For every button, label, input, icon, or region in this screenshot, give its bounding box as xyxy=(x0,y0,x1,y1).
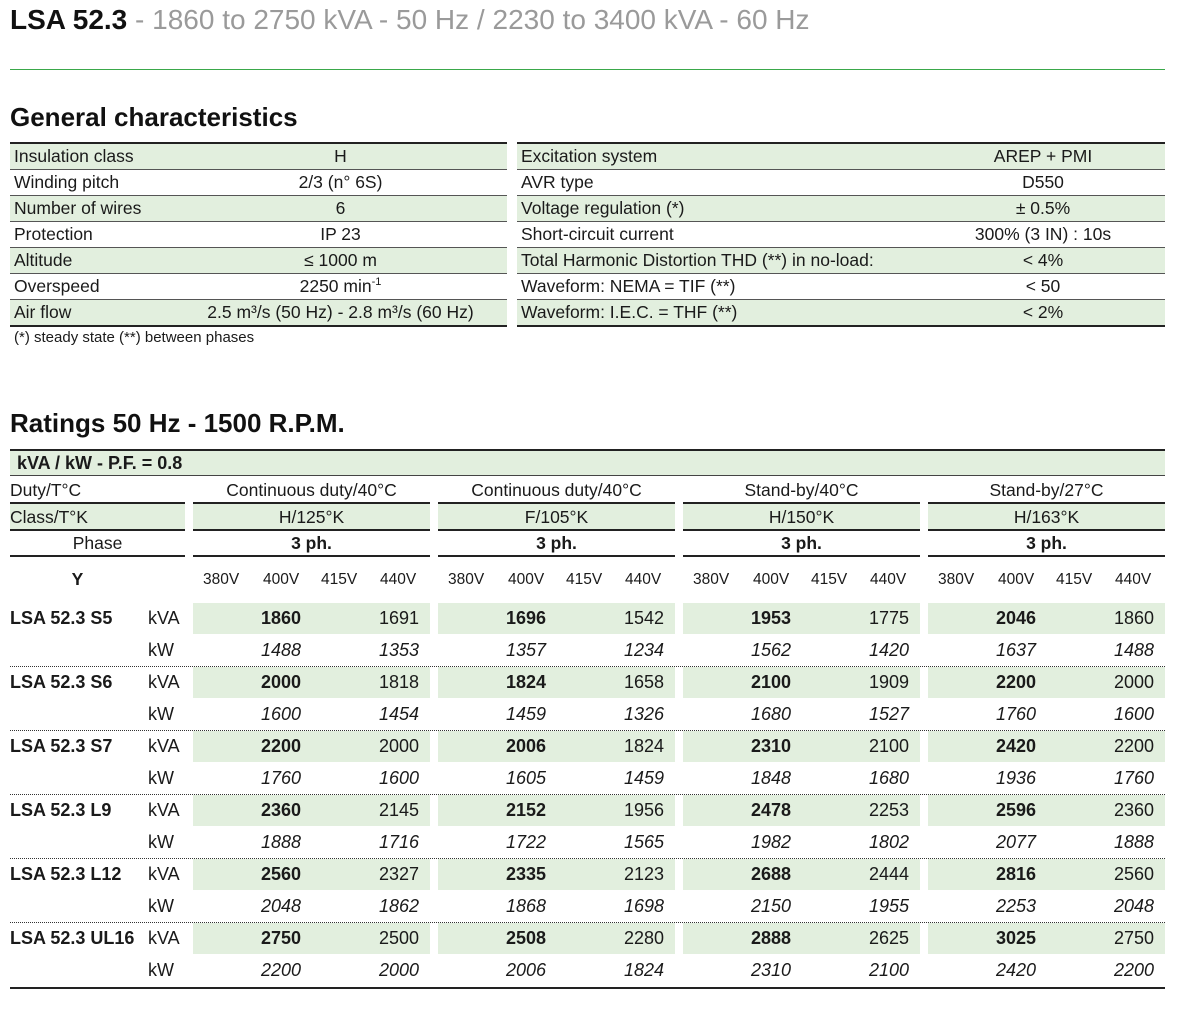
kva-value-400v: 1953 xyxy=(750,608,791,628)
kw-value-400v: 2150 xyxy=(750,896,791,916)
kw-value-440v: 1698 xyxy=(623,896,664,916)
kva-value-440v: 2444 xyxy=(868,864,909,884)
spec-row xyxy=(10,248,507,274)
spec-value: < 2% xyxy=(1022,302,1064,322)
spec-row xyxy=(517,196,1165,222)
kw-value-400v: 2048 xyxy=(260,896,301,916)
kw-value-400v: 1868 xyxy=(505,896,546,916)
kva-value-400v: 2046 xyxy=(995,608,1036,628)
spec-label: Number of wires xyxy=(14,198,142,218)
voltage-header: 415V xyxy=(1056,571,1093,588)
kva-value-400v: 2200 xyxy=(995,672,1036,692)
kw-value-400v: 1760 xyxy=(260,768,301,788)
model-name: LSA 52.3 xyxy=(10,4,128,35)
kva-value-400v: 2200 xyxy=(260,736,301,756)
kva-value-400v: 2100 xyxy=(750,672,791,692)
class-header: H/125°K xyxy=(193,504,430,531)
spec-label: Voltage regulation (*) xyxy=(521,198,685,218)
power-factor-band: kVA / kW - P.F. = 0.8 xyxy=(10,449,1165,476)
general-left-table xyxy=(10,142,507,327)
kw-value-400v: 2420 xyxy=(995,960,1036,980)
voltage-header: 400V xyxy=(263,571,300,588)
kw-value-440v: 1527 xyxy=(868,704,909,724)
model-row-name: LSA 52.3 S5 xyxy=(10,608,113,628)
kw-value-400v: 2310 xyxy=(750,960,791,980)
kva-value-440v: 1542 xyxy=(623,608,664,628)
kva-value-400v: 2816 xyxy=(995,864,1036,884)
kva-value-440v: 2560 xyxy=(1113,864,1154,884)
voltage-header: 400V xyxy=(998,571,1035,588)
phase-header: 3 ph. xyxy=(193,530,430,557)
connection-label: Y xyxy=(71,569,84,589)
duty-header: Stand-by/40°C xyxy=(683,477,920,504)
spec-value-exponent: -1 xyxy=(371,276,382,289)
spec-value: D550 xyxy=(1022,172,1064,192)
kw-value-440v: 1459 xyxy=(623,768,664,788)
spec-value: 6 xyxy=(335,198,346,218)
kva-value-440v: 1775 xyxy=(868,608,909,628)
kva-unit-label: kVA xyxy=(148,608,180,628)
voltage-header: 400V xyxy=(508,571,545,588)
spec-label: Waveform: NEMA = TIF (**) xyxy=(521,276,736,296)
kva-value-440v: 2280 xyxy=(623,928,664,948)
duty-header: Stand-by/27°C xyxy=(928,477,1165,504)
kw-value-400v: 1605 xyxy=(505,768,546,788)
kw-value-440v: 2000 xyxy=(378,960,419,980)
duty-header: Continuous duty/40°C xyxy=(438,477,675,504)
model-row-name: LSA 52.3 L9 xyxy=(10,800,112,820)
class-header: H/163°K xyxy=(928,504,1165,531)
duty-row-label: Duty/T°C xyxy=(10,477,185,504)
voltage-header: 380V xyxy=(203,571,240,588)
power-range: - 1860 to 2750 kVA - 50 Hz / 2230 to 3400 kVA - 60 Hz xyxy=(127,4,810,35)
spec-row xyxy=(517,222,1165,248)
kva-value-440v: 2750 xyxy=(1113,928,1154,948)
kva-value-400v: 2335 xyxy=(505,864,546,884)
kw-value-440v: 1234 xyxy=(623,640,664,660)
kw-value-440v: 1600 xyxy=(378,768,419,788)
kw-unit-label: kW xyxy=(148,832,174,852)
kva-value-440v: 1956 xyxy=(623,800,664,820)
kva-unit-label: kVA xyxy=(148,928,180,948)
kw-unit-label: kW xyxy=(148,704,174,724)
spec-row xyxy=(10,196,507,222)
general-heading: General characteristics xyxy=(10,102,298,132)
spec-label: Waveform: I.E.C. = THF (**) xyxy=(521,302,738,322)
kva-value-440v: 1691 xyxy=(378,608,419,628)
class-header: F/105°K xyxy=(438,504,675,531)
kw-value-440v: 2048 xyxy=(1113,896,1154,916)
kw-value-440v: 1888 xyxy=(1113,832,1154,852)
kw-value-440v: 1824 xyxy=(623,960,664,980)
spec-value: < 4% xyxy=(1022,250,1064,270)
footnote: (*) steady state (**) between phases xyxy=(14,329,255,346)
kw-unit-label: kW xyxy=(148,960,174,980)
kva-value-400v: 2478 xyxy=(750,800,791,820)
kva-value-400v: 3025 xyxy=(995,928,1036,948)
kva-value-440v: 2000 xyxy=(1113,672,1154,692)
kva-value-400v: 2000 xyxy=(260,672,301,692)
spec-label: Altitude xyxy=(14,250,73,270)
kva-value-400v: 1824 xyxy=(505,672,546,692)
kva-value-440v: 1658 xyxy=(623,672,664,692)
kw-value-400v: 1562 xyxy=(750,640,791,660)
kw-unit-label: kW xyxy=(148,768,174,788)
kva-value-400v: 2750 xyxy=(260,928,301,948)
spec-row xyxy=(10,144,507,170)
kw-value-440v: 1565 xyxy=(623,832,664,852)
kw-unit-label: kW xyxy=(148,896,174,916)
model-row-name: LSA 52.3 UL16 xyxy=(10,928,135,948)
kva-unit-label: kVA xyxy=(148,672,180,692)
kw-value-440v: 1600 xyxy=(1113,704,1154,724)
kva-value-440v: 2500 xyxy=(378,928,419,948)
spec-value: 2.5 m³/s (50 Hz) - 2.8 m³/s (60 Hz) xyxy=(207,302,474,322)
voltage-header: 415V xyxy=(811,571,848,588)
spec-row xyxy=(517,170,1165,196)
kw-value-440v: 1680 xyxy=(868,768,909,788)
kw-value-440v: 2100 xyxy=(868,960,909,980)
spec-label: Protection xyxy=(14,224,93,244)
spec-row xyxy=(10,274,507,300)
kva-value-440v: 2327 xyxy=(378,864,419,884)
spec-row xyxy=(517,300,1165,327)
kw-value-440v: 1955 xyxy=(868,896,909,916)
spec-value: 300% (3 IN) : 10s xyxy=(974,224,1112,244)
general-right-table xyxy=(517,142,1165,327)
spec-label: Short-circuit current xyxy=(521,224,674,244)
ratings-heading: Ratings 50 Hz - 1500 R.P.M. xyxy=(10,408,345,438)
kva-value-440v: 2360 xyxy=(1113,800,1154,820)
kw-value-400v: 1637 xyxy=(995,640,1036,660)
kw-value-400v: 1600 xyxy=(260,704,301,724)
kva-value-440v: 2000 xyxy=(378,736,419,756)
kva-value-400v: 2310 xyxy=(750,736,791,756)
kw-value-440v: 1716 xyxy=(378,832,419,852)
spec-label: Insulation class xyxy=(14,146,134,166)
class-row-label: Class/T°K xyxy=(10,504,185,531)
spec-value: ± 0.5% xyxy=(1015,198,1071,218)
spec-row xyxy=(517,274,1165,300)
spec-value: < 50 xyxy=(1025,276,1061,296)
kva-value-400v: 2688 xyxy=(750,864,791,884)
kva-value-440v: 1818 xyxy=(378,672,419,692)
kva-value-400v: 2420 xyxy=(995,736,1036,756)
voltage-header: 415V xyxy=(321,571,358,588)
kw-value-400v: 1848 xyxy=(750,768,791,788)
kw-value-440v: 1488 xyxy=(1113,640,1154,660)
kva-value-400v: 2508 xyxy=(505,928,546,948)
kva-value-440v: 2253 xyxy=(868,800,909,820)
kw-value-440v: 1760 xyxy=(1113,768,1154,788)
phase-header: 3 ph. xyxy=(438,530,675,557)
spec-value: AREP + PMI xyxy=(993,146,1093,166)
kw-value-440v: 1326 xyxy=(623,704,664,724)
kva-value-400v: 2888 xyxy=(750,928,791,948)
title-divider xyxy=(10,69,1165,70)
spec-label: Winding pitch xyxy=(14,172,120,192)
kva-value-440v: 1909 xyxy=(868,672,909,692)
kw-value-400v: 1936 xyxy=(995,768,1036,788)
spec-row xyxy=(517,248,1165,274)
kva-value-440v: 1824 xyxy=(623,736,664,756)
kva-value-440v: 2123 xyxy=(623,864,664,884)
spec-label: Overspeed xyxy=(14,276,100,296)
model-row-name: LSA 52.3 L12 xyxy=(10,864,122,884)
kw-value-440v: 2200 xyxy=(1113,960,1154,980)
kva-value-400v: 2560 xyxy=(260,864,301,884)
kw-value-440v: 1420 xyxy=(868,640,909,660)
spec-value: 2/3 (n° 6S) xyxy=(298,172,383,192)
voltage-header: 415V xyxy=(566,571,603,588)
phase-header: 3 ph. xyxy=(683,530,920,557)
spec-value: 2250 $\min^{-1}$ xyxy=(299,276,382,296)
spec-label: Excitation system xyxy=(521,146,658,166)
kva-value-440v: 1860 xyxy=(1113,608,1154,628)
kva-value-440v: 2625 xyxy=(868,928,909,948)
kva-unit-label: kVA xyxy=(148,736,180,756)
kva-value-400v: 1696 xyxy=(505,608,546,628)
phase-header: 3 ph. xyxy=(928,530,1165,557)
table-bottom-rule xyxy=(10,987,1165,989)
model-row-name: LSA 52.3 S7 xyxy=(10,736,113,756)
kw-value-400v: 1488 xyxy=(260,640,301,660)
voltage-header: 440V xyxy=(380,571,417,588)
kw-value-400v: 2253 xyxy=(995,896,1036,916)
kw-value-440v: 1862 xyxy=(378,896,419,916)
kw-value-400v: 1722 xyxy=(505,832,546,852)
model-row-name: LSA 52.3 S6 xyxy=(10,672,113,692)
kw-value-440v: 1454 xyxy=(378,704,419,724)
kva-value-400v: 2596 xyxy=(995,800,1036,820)
kva-value-400v: 2152 xyxy=(505,800,546,820)
spec-row xyxy=(517,144,1165,170)
kw-value-400v: 1760 xyxy=(995,704,1036,724)
spec-row xyxy=(10,222,507,248)
kw-value-400v: 1680 xyxy=(750,704,791,724)
spec-label: AVR type xyxy=(521,172,594,192)
kw-value-400v: 1357 xyxy=(505,640,546,660)
kw-value-400v: 1459 xyxy=(505,704,546,724)
phase-row-label: Phase xyxy=(10,530,185,557)
spec-value: H xyxy=(334,146,347,166)
kw-unit-label: kW xyxy=(148,640,174,660)
kw-value-400v: 1888 xyxy=(260,832,301,852)
page-title xyxy=(10,4,810,36)
kva-unit-label: kVA xyxy=(148,864,180,884)
voltage-header: 380V xyxy=(693,571,730,588)
kva-value-440v: 2100 xyxy=(868,736,909,756)
voltage-header: 380V xyxy=(938,571,975,588)
spec-value: ≤ 1000 m xyxy=(304,250,377,270)
kw-value-440v: 1353 xyxy=(378,640,419,660)
kw-value-400v: 2006 xyxy=(505,960,546,980)
spec-value: IP 23 xyxy=(320,224,361,244)
voltage-header: 380V xyxy=(448,571,485,588)
kva-unit-label: kVA xyxy=(148,800,180,820)
voltage-header: 400V xyxy=(753,571,790,588)
voltage-header: 440V xyxy=(1115,571,1152,588)
voltage-header: 440V xyxy=(870,571,907,588)
kva-value-400v: 2360 xyxy=(260,800,301,820)
voltage-header: 440V xyxy=(625,571,662,588)
spec-row xyxy=(10,300,507,327)
kw-value-400v: 1982 xyxy=(750,832,791,852)
kva-value-440v: 2200 xyxy=(1113,736,1154,756)
kva-value-400v: 1860 xyxy=(260,608,301,628)
kw-value-440v: 1802 xyxy=(868,832,909,852)
spec-label: Air flow xyxy=(14,302,72,322)
kva-value-440v: 2145 xyxy=(378,800,419,820)
kw-value-400v: 2200 xyxy=(260,960,301,980)
duty-header: Continuous duty/40°C xyxy=(193,477,430,504)
class-header: H/150°K xyxy=(683,504,920,531)
spec-row xyxy=(10,170,507,196)
kva-value-400v: 2006 xyxy=(505,736,546,756)
spec-label: Total Harmonic Distortion THD (**) in no-load: xyxy=(521,250,874,270)
kw-value-400v: 2077 xyxy=(995,832,1036,852)
